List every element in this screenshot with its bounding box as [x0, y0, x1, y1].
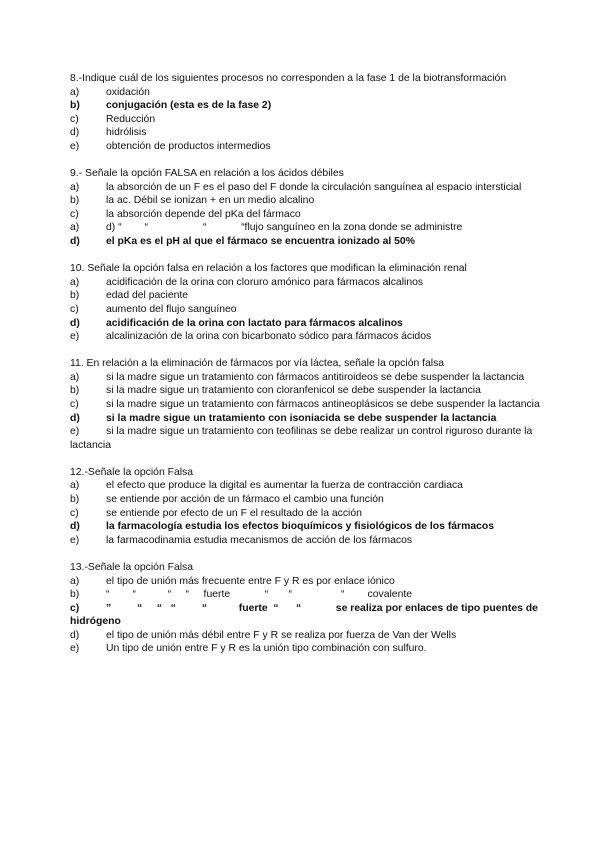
option-d-answer: d) el pKa es el pH al que el fármaco se encuentra ionizado al 50%	[70, 236, 415, 248]
option-b: b) “ “ “ “ fuerte “ “ “ covalente	[70, 589, 413, 601]
option-b: b) edad del paciente	[70, 290, 189, 302]
option-e: e) obtención de productos intermedios	[70, 140, 271, 152]
option-c: c) Reducción	[70, 113, 156, 125]
document-page	[70, 72, 540, 670]
option-a: a) si la madre sigue un tratamiento con fármacos antitiroideos se debe suspender la lactancia	[70, 371, 525, 383]
option-c: c) si la madre sigue un tratamiento con fármacos antineoplásicos se debe suspender la lactancia	[70, 398, 540, 410]
option-c-answer: c) ” “ “ “ “ fuerte “ “ se realiza por enlaces de tipo puentes de hidrógeno	[70, 602, 541, 628]
question-8	[70, 72, 540, 154]
option-c: c) aumento del flujo sanguíneo	[70, 303, 237, 315]
option-e: e) Un tipo de unión entre F y R es la unión tipo combinación con sulfuro.	[70, 643, 427, 655]
option-d-answer: d) la farmacología estudia los efectos bioquímicos y fisiológicos de los fármacos	[70, 521, 495, 533]
question-9	[70, 167, 540, 249]
option-a: a) oxidación	[70, 86, 150, 98]
option-b: b) si la madre sigue un tratamiento con cloranfenicol se debe suspender la lactancia	[70, 385, 481, 397]
option-d-ditto: a) d) “ “ “ “flujo sanguíneo en la zona donde se administre	[70, 222, 463, 234]
question-11	[70, 357, 540, 452]
question-stem: 12.-Señale la opción Falsa	[70, 466, 194, 478]
option-e: e) la farmacodinamia estudia mecanismos de acción de los fármacos	[70, 534, 413, 546]
option-a: a) el efecto que produce la digital es aumentar la fuerza de contracción cardiaca	[70, 480, 463, 492]
option-d: d) el tipo de unión más débil entre F y R se realiza por fuerza de Van der Wells	[70, 629, 457, 641]
option-d-answer: d) acidificación de la orina con lactato para fármacos alcalinos	[70, 317, 403, 329]
option-d-answer: d) si la madre sigue un tratamiento con isoniacida se debe suspender la lactancia	[70, 412, 497, 424]
option-b: b) la ac. Débil se ionizan + en un medio alcalino	[70, 195, 315, 207]
question-stem: 13.-Señale la opción Falsa	[70, 561, 194, 573]
option-a: a) acidificación de la orina con cloruro amónico para fármacos alcalinos	[70, 276, 424, 288]
question-stem: 8.-Indique cuál de los siguientes procesos no corresponden a la fase 1 de la biotransformación	[70, 73, 507, 84]
option-b-answer: b) conjugación (esta es de la fase 2)	[70, 100, 272, 112]
question-stem: 10. Señale la opción falsa en relación a los factores que modifican la eliminación renal	[70, 263, 467, 275]
question-12	[70, 466, 540, 548]
question-13	[70, 561, 540, 656]
option-c: c) la absorción depende del pKa del fármaco	[70, 208, 301, 220]
option-a: a) el tipo de unión más frecuente entre F y R es por enlace iónico	[70, 575, 395, 587]
option-b: b) se entiende por acción de un fármaco el cambio una función	[70, 494, 384, 506]
option-c: c) se entiende por efecto de un F el resultado de la acción	[70, 507, 362, 519]
option-a: a) la absorción de un F es el paso del F donde la circulación sanguínea al espacio intersticial	[70, 181, 522, 193]
option-e: e) si la madre sigue un tratamiento con teofilinas se debe realizar un control riguroso durante la lactancia	[70, 426, 533, 451]
option-e: e) alcalinización de la orina con bicarbonato sódico para fármacos ácidos	[70, 331, 432, 343]
option-d: d) hidrólisis	[70, 127, 147, 139]
question-10	[70, 262, 540, 344]
question-stem: 11. En relación a la eliminación de fármacos por vía láctea, señale la opción falsa	[70, 358, 445, 370]
question-stem: 9.- Señale la opción FALSA en relación a los ácidos débiles	[70, 168, 344, 180]
